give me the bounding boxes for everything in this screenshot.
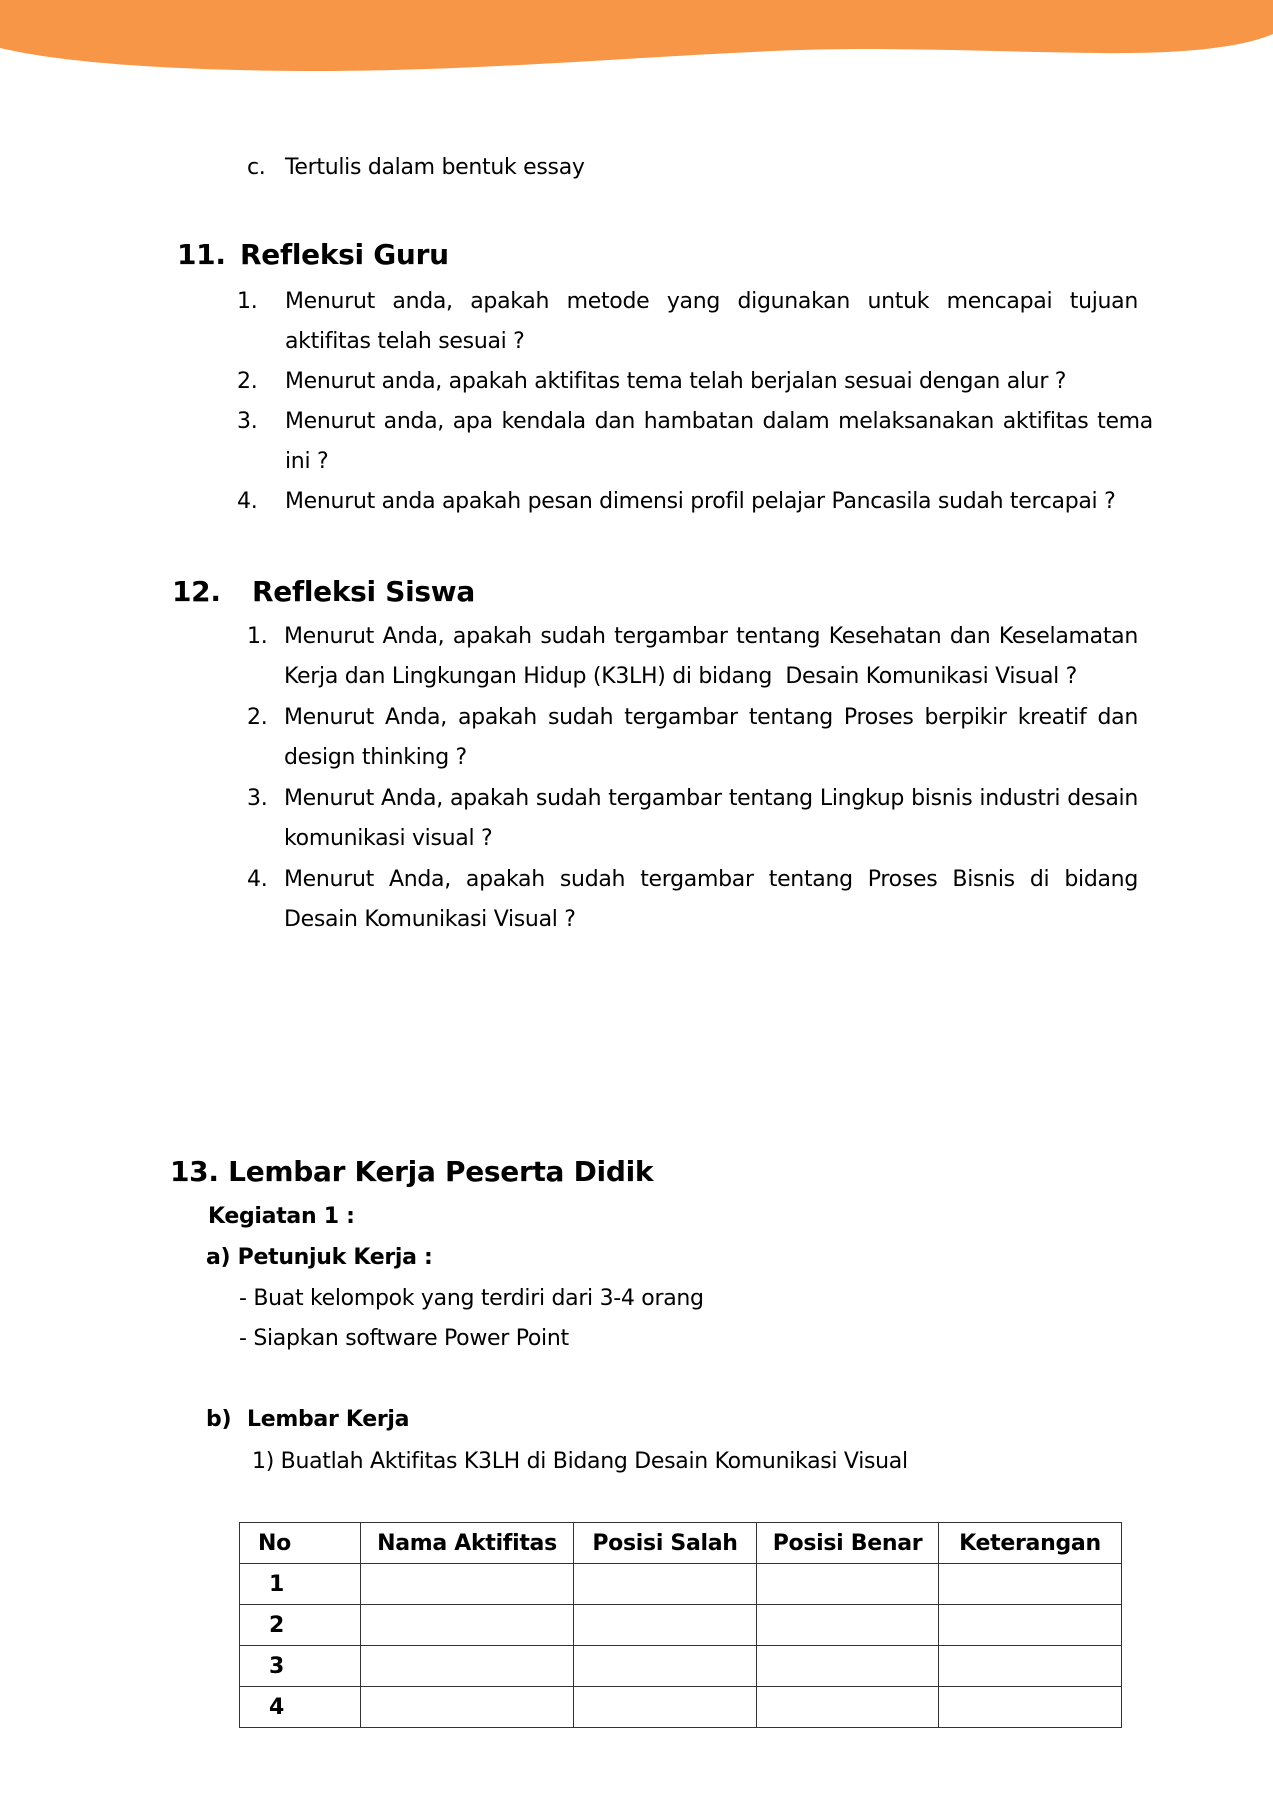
list-item-text: Menurut Anda, apakah sudah tergambar tentang Proses Bisnis di bidang — [284, 867, 1138, 892]
row-number: 3 — [240, 1646, 361, 1687]
list-item-marker: 2. — [247, 705, 268, 730]
cell-nama-aktifitas — [361, 1564, 574, 1605]
worksheet-task: 1) Buatlah Aktifitas K3LH di Bidang Desain Komunikasi Visual — [252, 1449, 908, 1474]
worksheet-label: Lembar Kerja — [247, 1407, 410, 1432]
header-posisi-benar: Posisi Benar — [757, 1523, 939, 1564]
worksheet-table — [239, 1522, 1122, 1728]
list-item-text: aktifitas telah sesuai ? — [285, 329, 525, 354]
list-item-text: ini ? — [285, 449, 329, 474]
wave-shape — [0, 0, 1273, 71]
cell-nama-aktifitas — [361, 1605, 574, 1646]
header-no: No — [240, 1523, 361, 1564]
cell-posisi-salah — [574, 1687, 757, 1728]
header-posisi-salah: Posisi Salah — [574, 1523, 757, 1564]
cell-posisi-salah — [574, 1646, 757, 1687]
continuation-item-marker: c. — [247, 155, 266, 180]
cell-keterangan — [939, 1605, 1122, 1646]
worksheet-marker: b) — [206, 1407, 232, 1432]
list-item-text: Menurut Anda, apakah sudah tergambar tentang Kesehatan dan Keselamatan — [284, 624, 1138, 649]
list-item-text: Desain Komunikasi Visual ? — [284, 907, 576, 932]
cell-posisi-salah — [574, 1605, 757, 1646]
table-row — [240, 1646, 1122, 1687]
cell-posisi-benar — [757, 1564, 939, 1605]
section-12-title: Refleksi Siswa — [252, 575, 475, 608]
cell-posisi-benar — [757, 1605, 939, 1646]
list-item-marker: 3. — [247, 786, 268, 811]
cell-posisi-salah — [574, 1564, 757, 1605]
section-12-number: 12. — [172, 575, 221, 608]
list-item-line — [285, 282, 1138, 322]
instructions-label: a) Petunjuk Kerja : — [206, 1245, 433, 1270]
list-item-text: Menurut anda, apa kendala dan hambatan dalam melaksanakan aktifitas tema — [285, 409, 1153, 434]
cell-nama-aktifitas — [361, 1646, 574, 1687]
row-number: 2 — [240, 1605, 361, 1646]
table-row — [240, 1687, 1122, 1728]
list-item-text: Menurut Anda, apakah sudah tergambar tentang Proses berpikir kreatif dan — [284, 705, 1138, 730]
table-header-row — [240, 1523, 1122, 1564]
header-nama-aktifitas: Nama Aktifitas — [361, 1523, 574, 1564]
list-item-marker: 2. — [237, 369, 258, 394]
list-item-marker: 4. — [247, 867, 268, 892]
list-item-text: komunikasi visual ? — [284, 826, 493, 851]
cell-posisi-benar — [757, 1687, 939, 1728]
list-item-text: Menurut anda, apakah aktifitas tema telah berjalan sesuai dengan alur ? — [285, 369, 1067, 394]
list-item-marker: 3. — [237, 409, 258, 434]
list-item-marker: 1. — [247, 624, 268, 649]
orange-wave-decoration — [0, 0, 1273, 80]
list-item-text: Menurut anda apakah pesan dimensi profil pelajar Pancasila sudah tercapai ? — [285, 489, 1116, 514]
cell-keterangan — [939, 1564, 1122, 1605]
table-row — [240, 1564, 1122, 1605]
row-number: 1 — [240, 1564, 361, 1605]
cell-posisi-benar — [757, 1646, 939, 1687]
continuation-item-text: Tertulis dalam bentuk essay — [285, 155, 585, 180]
section-11-title: Refleksi Guru — [240, 238, 449, 271]
cell-keterangan — [939, 1687, 1122, 1728]
table-row — [240, 1605, 1122, 1646]
cell-keterangan — [939, 1646, 1122, 1687]
instruction-item: - Buat kelompok yang terdiri dari 3-4 orang — [239, 1286, 704, 1311]
list-item-marker: 1. — [237, 289, 258, 314]
list-item-text: design thinking ? — [284, 745, 467, 770]
list-item-text: Kerja dan Lingkungan Hidup (K3LH) di bidang Desain Komunikasi Visual ? — [284, 664, 1078, 689]
row-number: 4 — [240, 1687, 361, 1728]
section-11-number: 11. — [177, 238, 226, 271]
activity-label: Kegiatan 1 : — [208, 1204, 355, 1229]
cell-nama-aktifitas — [361, 1687, 574, 1728]
list-item-text: Menurut anda, apakah metode yang digunakan untuk mencapai tujuan — [285, 289, 1138, 314]
section-13-title: 13. Lembar Kerja Peserta Didik — [170, 1155, 654, 1188]
list-item-marker: 4. — [237, 489, 258, 514]
instruction-item: - Siapkan software Power Point — [239, 1326, 569, 1351]
header-keterangan: Keterangan — [939, 1523, 1122, 1564]
list-item-text: Menurut Anda, apakah sudah tergambar tentang Lingkup bisnis industri desain — [284, 786, 1138, 811]
